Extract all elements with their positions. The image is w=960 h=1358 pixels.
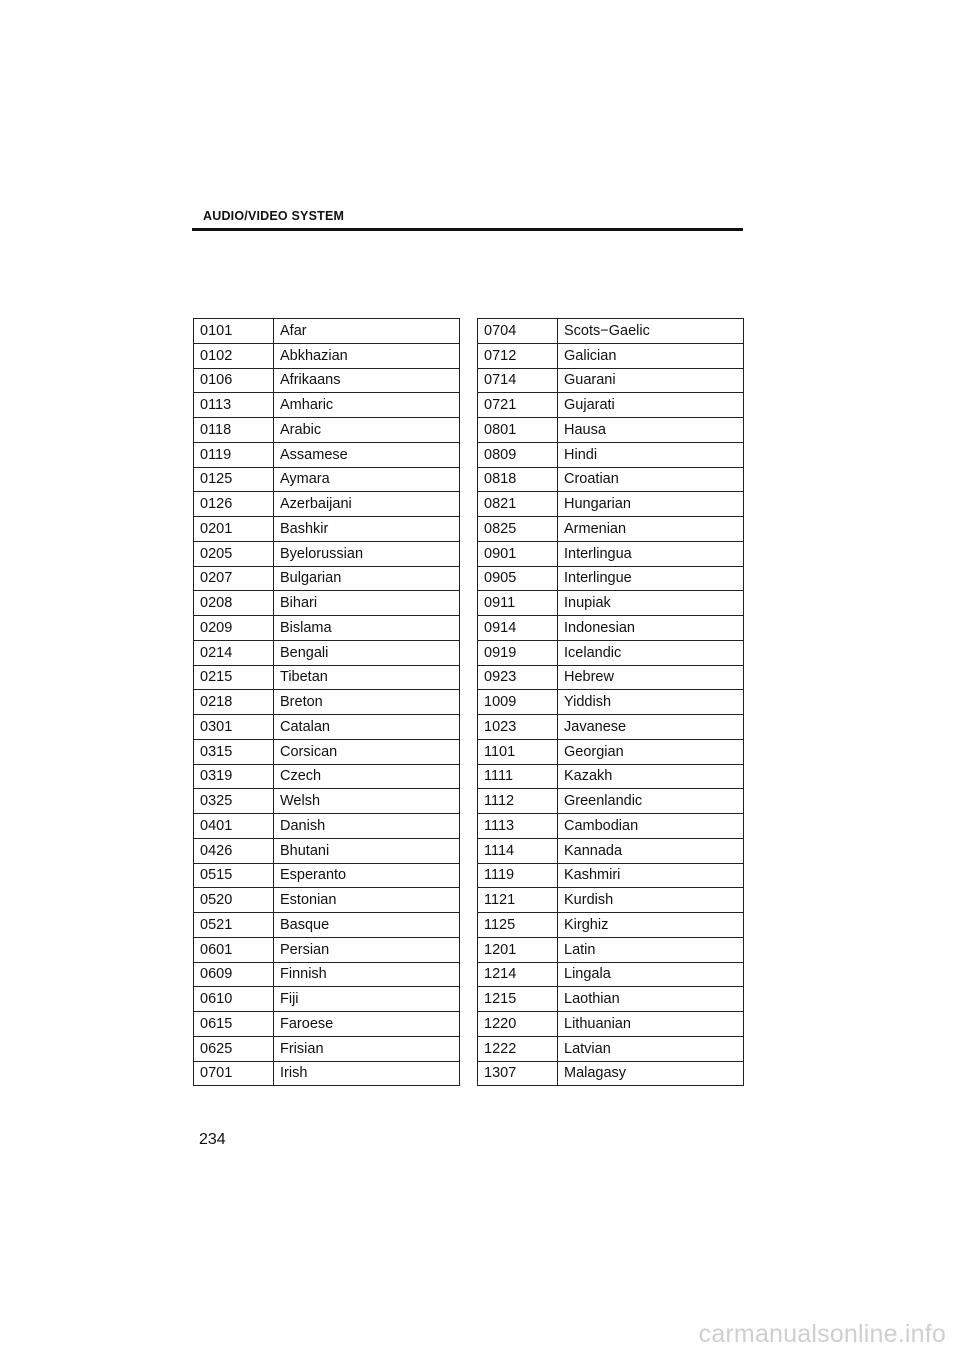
language-name-cell: Abkhazian xyxy=(274,343,460,368)
table-row xyxy=(478,937,744,962)
language-code-cell: 1125 xyxy=(478,913,558,938)
language-code-cell: 0919 xyxy=(478,640,558,665)
table-row xyxy=(478,962,744,987)
language-code-cell: 0125 xyxy=(194,467,274,492)
table-row xyxy=(194,1012,460,1037)
language-name-cell: Byelorussian xyxy=(274,541,460,566)
language-name-cell: Latin xyxy=(558,937,744,962)
language-code-cell: 0520 xyxy=(194,888,274,913)
language-code-cell: 0714 xyxy=(478,368,558,393)
language-name-cell: Scots−Gaelic xyxy=(558,319,744,344)
language-code-cell: 0601 xyxy=(194,937,274,962)
table-row xyxy=(478,1061,744,1086)
language-name-cell: Kashmiri xyxy=(558,863,744,888)
language-code-cell: 0809 xyxy=(478,442,558,467)
header-divider xyxy=(192,228,743,231)
language-code-cell: 0207 xyxy=(194,566,274,591)
language-code-cell: 0401 xyxy=(194,814,274,839)
language-code-cell: 0218 xyxy=(194,690,274,715)
table-row xyxy=(194,418,460,443)
language-name-cell: Estonian xyxy=(274,888,460,913)
table-row xyxy=(478,640,744,665)
language-name-cell: Finnish xyxy=(274,962,460,987)
language-name-cell: Hindi xyxy=(558,442,744,467)
language-code-cell: 1111 xyxy=(478,764,558,789)
language-name-cell: Georgian xyxy=(558,739,744,764)
language-code-cell: 0914 xyxy=(478,616,558,641)
language-code-cell: 1220 xyxy=(478,1012,558,1037)
table-row xyxy=(478,541,744,566)
language-name-cell: Welsh xyxy=(274,789,460,814)
language-name-cell: Assamese xyxy=(274,442,460,467)
language-code-cell: 1201 xyxy=(478,937,558,962)
table-row xyxy=(478,591,744,616)
language-name-cell: Afar xyxy=(274,319,460,344)
language-name-cell: Inupiak xyxy=(558,591,744,616)
language-code-cell: 0426 xyxy=(194,838,274,863)
language-name-cell: Arabic xyxy=(274,418,460,443)
language-code-table-right xyxy=(477,318,744,1086)
language-code-cell: 0515 xyxy=(194,863,274,888)
language-name-cell: Icelandic xyxy=(558,640,744,665)
language-name-cell: Armenian xyxy=(558,517,744,542)
language-code-cell: 0721 xyxy=(478,393,558,418)
language-code-cell: 1114 xyxy=(478,838,558,863)
language-code-cell: 1112 xyxy=(478,789,558,814)
language-code-cell: 0521 xyxy=(194,913,274,938)
language-code-cell: 1214 xyxy=(478,962,558,987)
table-row xyxy=(194,838,460,863)
table-row xyxy=(194,541,460,566)
table-row xyxy=(478,739,744,764)
language-name-cell: Esperanto xyxy=(274,863,460,888)
language-code-cell: 0301 xyxy=(194,715,274,740)
language-code-cell: 0923 xyxy=(478,665,558,690)
language-code-cell: 0704 xyxy=(478,319,558,344)
table-row xyxy=(478,393,744,418)
language-name-cell: Interlingua xyxy=(558,541,744,566)
table-row xyxy=(478,814,744,839)
language-code-cell: 0325 xyxy=(194,789,274,814)
table-row xyxy=(194,368,460,393)
language-code-cell: 1121 xyxy=(478,888,558,913)
language-name-cell: Yiddish xyxy=(558,690,744,715)
table-row xyxy=(194,566,460,591)
language-name-cell: Kirghiz xyxy=(558,913,744,938)
language-name-cell: Galician xyxy=(558,343,744,368)
language-name-cell: Cambodian xyxy=(558,814,744,839)
table-row xyxy=(194,764,460,789)
language-name-cell: Frisian xyxy=(274,1036,460,1061)
language-name-cell: Bhutani xyxy=(274,838,460,863)
language-name-cell: Tibetan xyxy=(274,665,460,690)
language-code-cell: 0102 xyxy=(194,343,274,368)
language-code-cell: 0209 xyxy=(194,616,274,641)
language-code-cell: 0119 xyxy=(194,442,274,467)
language-name-cell: Kazakh xyxy=(558,764,744,789)
language-name-cell: Bengali xyxy=(274,640,460,665)
language-code-cell: 0901 xyxy=(478,541,558,566)
table-row xyxy=(478,764,744,789)
language-code-cell: 0214 xyxy=(194,640,274,665)
language-name-cell: Gujarati xyxy=(558,393,744,418)
language-code-cell: 1113 xyxy=(478,814,558,839)
table-row xyxy=(194,888,460,913)
language-code-cell: 0126 xyxy=(194,492,274,517)
table-row xyxy=(478,517,744,542)
language-code-cell: 0610 xyxy=(194,987,274,1012)
language-name-cell: Guarani xyxy=(558,368,744,393)
table-row xyxy=(478,492,744,517)
language-name-cell: Fiji xyxy=(274,987,460,1012)
language-name-cell: Lithuanian xyxy=(558,1012,744,1037)
section-header: AUDIO/VIDEO SYSTEM xyxy=(203,209,345,223)
language-name-cell: Hungarian xyxy=(558,492,744,517)
language-code-table-right-body xyxy=(478,319,744,1086)
table-row xyxy=(194,690,460,715)
language-code-table-left-body xyxy=(194,319,460,1086)
table-row xyxy=(194,715,460,740)
table-row xyxy=(194,343,460,368)
language-code-cell: 0113 xyxy=(194,393,274,418)
language-name-cell: Lingala xyxy=(558,962,744,987)
table-row xyxy=(478,665,744,690)
table-row xyxy=(478,368,744,393)
language-name-cell: Croatian xyxy=(558,467,744,492)
table-row xyxy=(194,937,460,962)
language-code-cell: 1215 xyxy=(478,987,558,1012)
table-row xyxy=(194,467,460,492)
table-row xyxy=(478,1036,744,1061)
language-name-cell: Basque xyxy=(274,913,460,938)
language-name-cell: Malagasy xyxy=(558,1061,744,1086)
table-row xyxy=(194,987,460,1012)
language-name-cell: Breton xyxy=(274,690,460,715)
table-row xyxy=(194,814,460,839)
language-name-cell: Bislama xyxy=(274,616,460,641)
language-code-cell: 1101 xyxy=(478,739,558,764)
table-row xyxy=(478,566,744,591)
table-row xyxy=(194,913,460,938)
language-code-cell: 0911 xyxy=(478,591,558,616)
table-row xyxy=(478,715,744,740)
language-name-cell: Kannada xyxy=(558,838,744,863)
language-code-cell: 0801 xyxy=(478,418,558,443)
language-code-cell: 0201 xyxy=(194,517,274,542)
language-name-cell: Greenlandic xyxy=(558,789,744,814)
language-name-cell: Catalan xyxy=(274,715,460,740)
watermark: carmanualsonline.info xyxy=(698,1320,946,1348)
language-name-cell: Azerbaijani xyxy=(274,492,460,517)
table-row xyxy=(478,616,744,641)
language-code-cell: 1023 xyxy=(478,715,558,740)
language-code-cell: 0821 xyxy=(478,492,558,517)
language-name-cell: Interlingue xyxy=(558,566,744,591)
language-name-cell: Persian xyxy=(274,937,460,962)
language-name-cell: Javanese xyxy=(558,715,744,740)
language-name-cell: Afrikaans xyxy=(274,368,460,393)
language-code-cell: 0215 xyxy=(194,665,274,690)
language-name-cell: Danish xyxy=(274,814,460,839)
table-row xyxy=(478,690,744,715)
language-code-cell: 0208 xyxy=(194,591,274,616)
language-name-cell: Aymara xyxy=(274,467,460,492)
language-name-cell: Kurdish xyxy=(558,888,744,913)
language-name-cell: Bihari xyxy=(274,591,460,616)
table-row xyxy=(478,1012,744,1037)
table-row xyxy=(478,913,744,938)
table-row xyxy=(478,863,744,888)
language-name-cell: Corsican xyxy=(274,739,460,764)
language-code-cell: 0825 xyxy=(478,517,558,542)
language-code-cell: 0625 xyxy=(194,1036,274,1061)
language-code-cell: 1119 xyxy=(478,863,558,888)
table-row xyxy=(478,987,744,1012)
table-row xyxy=(194,640,460,665)
language-code-cell: 0101 xyxy=(194,319,274,344)
language-name-cell: Hausa xyxy=(558,418,744,443)
language-name-cell: Laothian xyxy=(558,987,744,1012)
language-code-cell: 0818 xyxy=(478,467,558,492)
language-name-cell: Indonesian xyxy=(558,616,744,641)
table-row xyxy=(478,442,744,467)
language-code-cell: 0615 xyxy=(194,1012,274,1037)
language-code-cell: 0315 xyxy=(194,739,274,764)
table-row xyxy=(478,343,744,368)
language-code-cell: 0701 xyxy=(194,1061,274,1086)
language-name-cell: Latvian xyxy=(558,1036,744,1061)
table-row xyxy=(194,492,460,517)
table-row xyxy=(194,319,460,344)
language-code-cell: 0118 xyxy=(194,418,274,443)
language-code-cell: 0205 xyxy=(194,541,274,566)
language-name-cell: Bashkir xyxy=(274,517,460,542)
language-name-cell: Bulgarian xyxy=(274,566,460,591)
table-row xyxy=(478,789,744,814)
language-name-cell: Amharic xyxy=(274,393,460,418)
table-row xyxy=(194,393,460,418)
language-code-cell: 1307 xyxy=(478,1061,558,1086)
table-row xyxy=(478,418,744,443)
table-row xyxy=(194,789,460,814)
table-row xyxy=(194,1036,460,1061)
table-row xyxy=(194,665,460,690)
language-code-table-left xyxy=(193,318,460,1086)
table-row xyxy=(194,442,460,467)
table-row xyxy=(478,838,744,863)
language-name-cell: Irish xyxy=(274,1061,460,1086)
language-code-cell: 0319 xyxy=(194,764,274,789)
table-row xyxy=(194,591,460,616)
language-code-cell: 0609 xyxy=(194,962,274,987)
language-code-cell: 1222 xyxy=(478,1036,558,1061)
table-row xyxy=(194,616,460,641)
table-row xyxy=(478,467,744,492)
page-number: 234 xyxy=(199,1131,226,1148)
language-code-cell: 1009 xyxy=(478,690,558,715)
language-name-cell: Faroese xyxy=(274,1012,460,1037)
language-code-cell: 0106 xyxy=(194,368,274,393)
language-code-cell: 0712 xyxy=(478,343,558,368)
table-row xyxy=(194,517,460,542)
language-code-cell: 0905 xyxy=(478,566,558,591)
table-row xyxy=(194,739,460,764)
table-row xyxy=(194,962,460,987)
language-name-cell: Czech xyxy=(274,764,460,789)
table-row xyxy=(194,1061,460,1086)
table-row xyxy=(478,888,744,913)
table-row xyxy=(194,863,460,888)
language-name-cell: Hebrew xyxy=(558,665,744,690)
table-row xyxy=(478,319,744,344)
